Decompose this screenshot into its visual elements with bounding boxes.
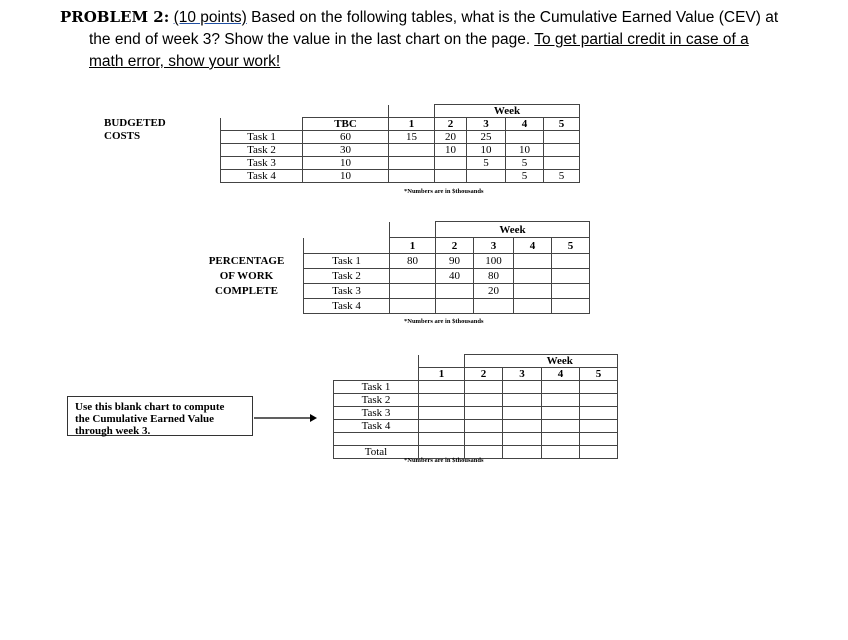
table-row: Task 1 xyxy=(334,381,618,394)
week-5: 5 xyxy=(552,238,590,254)
week-4: 4 xyxy=(542,368,580,381)
thousands-note: *Numbers are in $thousands xyxy=(404,318,484,325)
table-row: Task 1 60 15 20 25 xyxy=(221,131,580,144)
week-3: 3 xyxy=(467,118,506,131)
table-row: Task 3 10 5 5 xyxy=(221,157,580,170)
budgeted-costs-label: BUDGETED COSTS xyxy=(104,117,166,142)
partial-credit-line-1: To get partial credit in case of a xyxy=(534,31,749,48)
week-5: 5 xyxy=(544,118,580,131)
blank-cev-table xyxy=(333,354,618,459)
percentage-complete-label: PERCENTAGE OF WORK COMPLETE xyxy=(208,255,285,297)
table-row: Task 2 40 80 xyxy=(304,269,590,284)
week-4: 4 xyxy=(506,118,544,131)
week-3: 3 xyxy=(474,238,514,254)
tbc-header: TBC xyxy=(303,118,389,131)
week-3: 3 xyxy=(503,368,542,381)
thousands-note: *Numbers are in $thousands xyxy=(404,188,484,195)
problem-number: PROBLEM 2: xyxy=(60,8,170,26)
thousands-note: *Numbers are in $thousands xyxy=(404,457,484,464)
question-line-2: the end of week 3? Show the value in the last chart on the page. xyxy=(89,31,535,48)
week-1: 1 xyxy=(419,368,465,381)
table-row: Task 2 30 10 10 10 xyxy=(221,144,580,157)
week-4: 4 xyxy=(514,238,552,254)
week-header: Week xyxy=(503,355,618,368)
arrow-right-icon xyxy=(254,411,318,425)
table-row: Task 3 xyxy=(334,407,618,420)
problem-statement xyxy=(60,6,820,73)
week-2: 2 xyxy=(436,238,474,254)
percentage-complete-table xyxy=(303,221,590,314)
table-row: Task 4 xyxy=(304,299,590,314)
table-row: Task 2 xyxy=(334,394,618,407)
points: (10 points) xyxy=(173,9,247,26)
table-row: Task 4 10 5 5 xyxy=(221,170,580,183)
week-1: 1 xyxy=(390,238,436,254)
blank-chart-instructions: Use this blank chart to compute the Cumulative Earned Value through week 3. xyxy=(67,396,253,436)
week-2: 2 xyxy=(465,368,503,381)
table-row: Task 1 80 90 100 xyxy=(304,254,590,269)
total-row: Total xyxy=(334,446,618,459)
partial-credit-line-2: math error, show your work! xyxy=(89,53,281,70)
question-line-1: Based on the following tables, what is the Cumulative Earned Value (CEV) at xyxy=(246,9,779,26)
table-row: Task 3 20 xyxy=(304,284,590,299)
table-row: Task 4 xyxy=(334,420,618,433)
week-2: 2 xyxy=(435,118,467,131)
week-1: 1 xyxy=(389,118,435,131)
week-header: Week xyxy=(435,105,580,118)
week-header: Week xyxy=(436,222,590,238)
week-5: 5 xyxy=(580,368,618,381)
budgeted-costs-table xyxy=(220,104,580,183)
